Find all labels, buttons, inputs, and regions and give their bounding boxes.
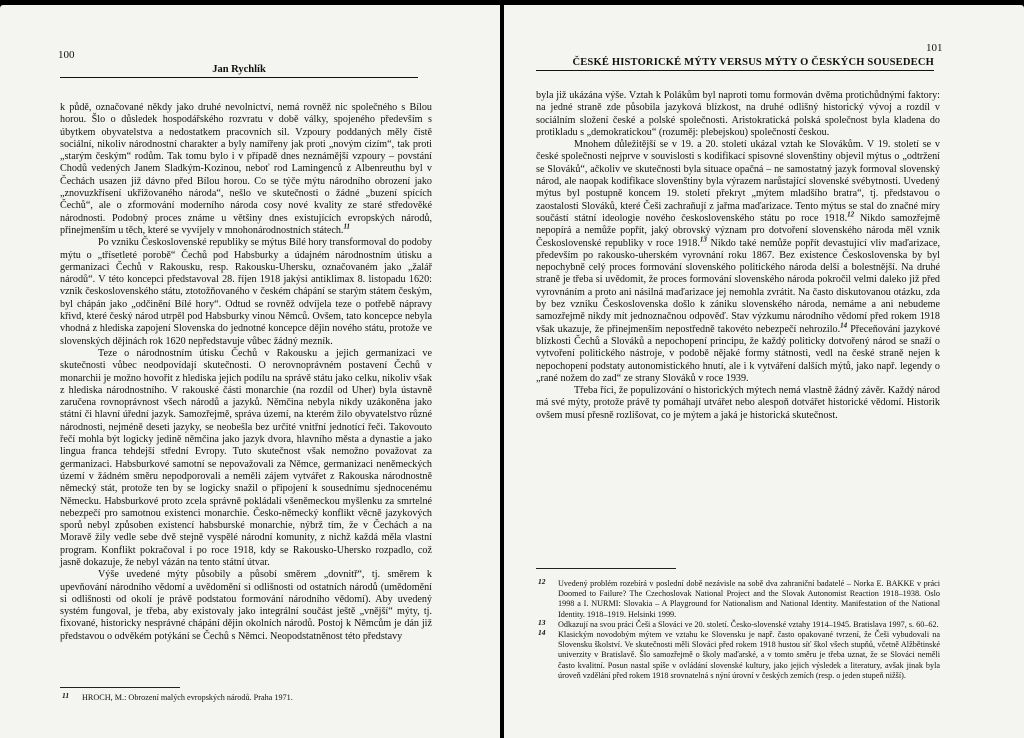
footnote-ref: 11: [343, 222, 351, 231]
footnote: 12 Uvedený problém rozebírá v poslední době nezávisle na sobě dva zahraniční badatelé – Norka E. BAKKE v práci Doomed to Failure? The Czechoslovak National Project and the Slovak Autonomist Reaction 1918–1938. Oslo 1998 a I. NURMI: Slovakia – A Playground for Nationalism and National Identity. Manifestation of the National Identity. 1918–1919. Helsinki 1999.: [538, 577, 940, 619]
paragraph: Výše uvedené mýty působily a působí směrem „dovnitř“, tj. směrem k upevňování národního vědomí a uvědomění si odlišnosti od ostatních národů (umědomění si odlišnosti od okolí je právě podstatou formování národního vědomí). Aby uvedený systém fungoval, je třeba, aby existovaly jako integrální součást ještě „vnější“ mýty, tj. fixované, historicky nesprávné chápání dějin okolních národů. Postoj k Němcům je dán již představou o odvěkém potýkání se Čechů s Němci. Neopodstatněnost této představy: [60, 569, 432, 642]
footnote: 13 Odkazují na svou práci Češi a Slováci ve 20. století. Česko-slovenské vztahy 1914–1945. Bratislava 1997, s. 60–62.: [538, 617, 939, 629]
footnote: 14 Klasickým novodobým mýtem ve vztahu ke Slovensku je např. často opakované tvrzení, že Češi vybudovali na Slovensku školství. Ve skutečnosti měli Slováci před rokem 1918 hustou síť škol všech stupňů, včetně Alžbětinské univerzity v Bratislavě. Šlo samozřejmě o školy maďarské, a v tomto směru je třeba uznat, že se Slováci neměli často kvalitní. Posun nastal spíše v ovládání slovenské kultury, jako jejich výsledek a literatury, avšak jinak byla úroveň vzdělání před rokem 1918 srovnatelná s nýní úrovní v českých zemích (resp. o jeden stupeň nižší).: [538, 628, 940, 680]
right-page: [504, 5, 1024, 738]
running-head: Jan Rychlík: [60, 64, 418, 78]
footnote-rule: [536, 568, 676, 569]
paragraph: Teze o národnostním útisku Čechů v Rakousku a jejich germanizaci ve skutečnosti vůbec neodpovídají skutečnosti. O nerovnoprávném postavení Čechů v monarchii je možno hovořit z hlediska jejich podílu na správě státu jako celku, nikoliv však z hlediska národnostního. V rakouské části monarchie (na rozdíl od Uher) byla ústavně zaručena rovnoprávnost všech národů a jazyků. Němčina nebyla nikdy uzákoněna jako státní či hlavní úřední jazyk. Samozřejmě, správa území, na kterém žilo obyvatelstvo různé národnosti, nejméně deseti jazyky, se neobešla bez určité vnitřní jednotící řeči. Takovouto řečí mohla být logicky jedině němčina jako jazyk dvora, hlavního města a dynastie a jako lingua franca tehdejší střední Evropy. Tuto skutečnost však nemožno považovat za germanizaci. Habsburkové samotní se nepovažovali za Němce, germanizaci neněmeckých území v žádném směru nepodporovali a neměli zájem vytvářet z Rakouska národnostně německý stát, protože ten by se logicky snažil o připojení k sousednímu sjednocenému Německu. Habsburkové proto zcela správně pokládali všeněmeckou myšlenku za smrtelné nebezpečí pro samotnou existenci monarchie. Česko-německý konflikt věcně jazykových sporů nebyl způsoben existencí habsburské monarchie, nýbrž tím, že v Čechách a na Moravě žily vedle sebe dvě stejně vyspělé národní komunity, z nichž každá měla vlastní program. Konflikt pokračoval i po roce 1918, kdy se Rakousko-Uhersko rozpadlo, což jasně dokazuje, že nebyl vázán na tento státní útvar.: [60, 347, 432, 568]
footnote-ref: 13: [699, 235, 707, 244]
paragraph: Po vzniku Československé republiky se mýtus Bílé hory transformoval do podoby mýtu o „třísetleté porobě“ Čechů pod Habsburky a údajném národnostním útisku a germanizaci Čechů v Rakousku, resp. Rakousku-Uhersku, označovaném jako „žalář národů“. V této koncepci představoval 28. říjen 1918 jakýsi antiklimax 8. listopadu 1620: vznik československého státu, ztotožňovaného v českém chápání se starým státem českým, byl chápán jako „odčinění Bílé hory“. Odtud se rovněž odvíjela teze o potřebě nápravy křivd, které český národ utrpěl pod Habsburky vinou Němců. Ovšem, tato koncepce nebyla vhodná z hlediska zapojení Slovenska do jednotné koncepce dějin nového státu, protože ve slovenských dějinách rok 1620 nepředstavuje vůbec žádný mezník.: [60, 237, 432, 347]
footnote-ref: 12: [847, 210, 855, 219]
body-text: [60, 102, 432, 643]
running-head: ČESKÉ HISTORICKÉ MÝTY VERSUS MÝTY O ČESKÝCH SOUSEDECH: [536, 57, 934, 71]
footnotes: [60, 693, 432, 703]
body-text: [536, 90, 940, 422]
footnotes: [536, 579, 940, 681]
footnote-ref: 14: [840, 321, 848, 330]
paragraph: Mnohem důležitější se v 19. a 20. století ukázal vztah ke Slovákům. V 19. století se v české společnosti nejprve v souvislosti s kodifikací spisovné slovenštiny objevil mýtus o „odtržení se Slováků“, ačkoliv ve skutečnosti byla situace opačná – ne samostatný jazyk formoval slovenský národ, ale naopak kodifikace slovenštiny byla výrazem narůstající slovenské svébytnosti. Uvedený mýtus byl postupně koncem 19. století překryt „mýtem mladšího bratra“, tj. představou o zaostalosti Slováků, které Češi zachraňují z jařma maďarizace. Tento mýtus se stal do značné míry součástí státní ideologie nového československého státu po roce 1918.12 Nikdo samozřejmě nepopírá a nemůže popřít, jaký obrovský význam pro dotvoření slovenského národa měl vznik Československé republiky v roce 1918.13 Nikdo také nemůže popřít devastující vliv maďarizace, především po rakousko-uherském vyrovnání roku 1867. Bez existence Československa by byl nepochybně celý proces formování slovenského politického národa delší a bolestnější. Na druhé straně je třeba si uvědomit, že proces formování slovenského národa pokročil velmi daleko již před vyrovnáním a proto ani násilná maďarizace jej nemohla zvrátit. Na často diskutovanou otázku, zda by bez vzniku Československa došlo k zániku slovenského národa, nemáme a ani nebudeme samozřejmě nikdy mít jednoznačnou odpověď. Stav výzkumu národního vědomí před rokem 1918 však ukazuje, že přinejmenším nepostředně takovéto nebezpečí nehrozilo.$^{14}$ Přeceňování jazykové blízkosti Čechů a Slováků a nepochopení principu, že každý politicky dotvořený národ se snaží o vytvoření politického nástroje, v podobě nějaké formy státnosti, vedl na české straně nejen k nepochopení podstaty autonomistického hnutí, ale i k vytváření dalších mýtů, jako např. legendy o „rané nožem do zad“ ze strany Slováků v roce 1939.: [536, 139, 940, 384]
paragraph: k půdě, označované někdy jako druhé nevolnictví, nemá rovněž nic společného s Bílou horou. Šlo o důsledek hospodářského rozvratu v době války, spojeného především s úbytkem obyvatelstva a nedostatkem pracovních sil. Vzpoury poddaných měly čistě sociální, nikoliv národnostní charakter a byly namířeny jak proti „novým cizím“, tak proti „starým českým“ rodům. Tak tomu bylo i v případě dnes neznámější vzpoury – povstání Chodů vedených Janem Sladkým-Kozinou, neboť rod Lamingenců z Albenreuthu byl v Čechách usazen již dávno před Bílou horou. Co se týče mýtu národního obrození jako „znovuzkřísení ukřižovaného národa“, nešlo ve skutečnosti o žádné „buzení spících Čechů“, ale o zformování moderního národa cosy nové kvality ze staré středověké národnosti. Podobný proces známe u většiny dnes existujících evropských národů, přinejmenším u těch, které se vyvíjely v mnohonárodnostních státech.$^{11}$: [60, 102, 432, 236]
footnote: 11 HROCH, M.: Obrození malých evropských národů. Praha 1971.: [62, 691, 293, 702]
page-number: 100: [58, 49, 75, 61]
page-number: 101: [926, 42, 943, 54]
paragraph: Třeba říci, že populizování o historických mýtech nemá vlastně žádný závěr. Každý národ má své mýty, protože právě ty pomáhají utvářet nebo alespoň dotvářet historické vědomí. Historik ovšem musí přesně rozlišovat, co je mýtem a jaká je historická skutečnost.: [536, 385, 940, 421]
left-page: [0, 5, 500, 738]
footnote-rule: [60, 687, 180, 688]
paragraph: byla již ukázána výše. Vztah k Polákům byl naproti tomu formován dvěma protichůdnými faktory: na jedné straně zde působila jazyková blízkost, na druhé odlišný historický vývoj a rozdíl v sociálním složení české a polské společnosti. Aristokratická polská společnost byla kladena do protikladu s „demokratickou“ (rozuměj: plebejskou) společností českou.: [536, 90, 940, 138]
